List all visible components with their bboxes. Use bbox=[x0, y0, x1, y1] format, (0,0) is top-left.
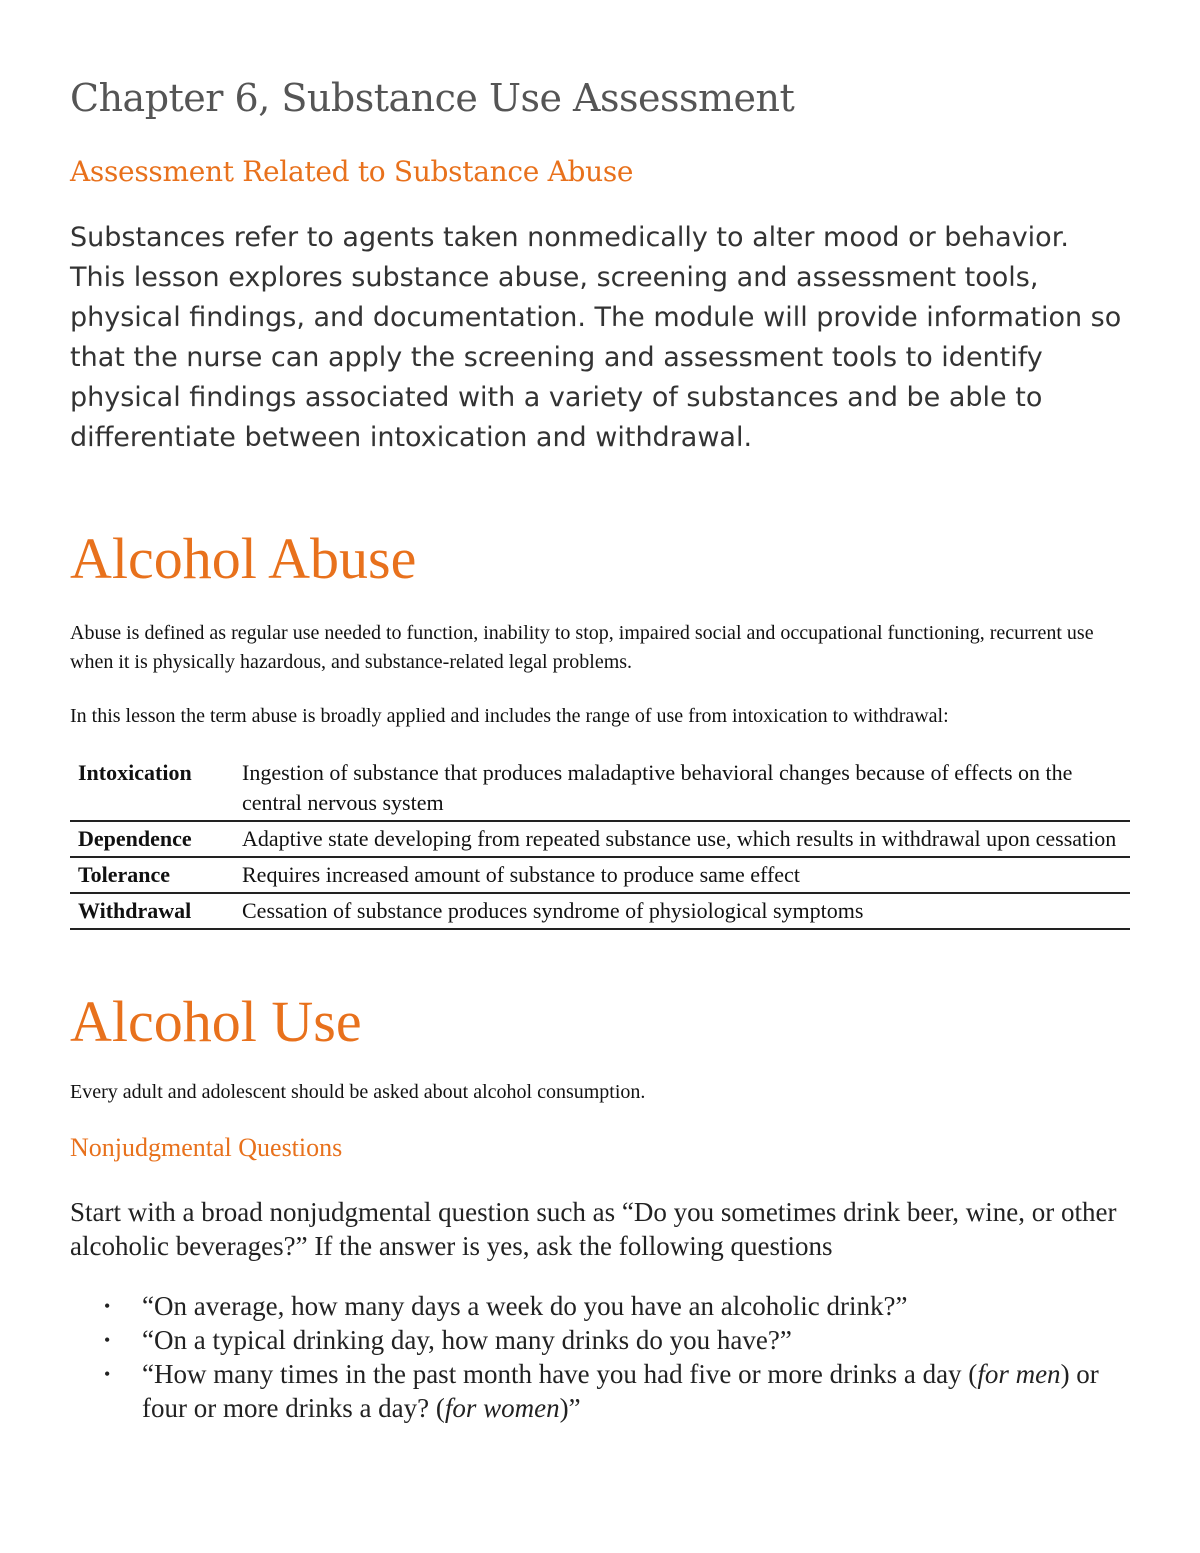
questions-list bbox=[70, 1289, 1130, 1425]
alcohol-use-heading: Alcohol Use bbox=[70, 989, 362, 1054]
definition-cell: Ingestion of substance that produces maladaptive behavioral changes because of effects on the central nervous system bbox=[234, 756, 1130, 821]
nonjudgmental-questions-heading: Nonjudgmental Questions bbox=[70, 1133, 343, 1162]
question-part-1: “How many times in the past month have you had five or more drinks a day ( bbox=[142, 1359, 978, 1389]
abuse-definition-paragraph: Abuse is defined as regular use needed to function, inability to stop, impaired social and occupational functioning, recurrent use when it is physically hazardous, and substance-related legal problems. bbox=[70, 622, 1094, 673]
chapter-title: Chapter 6, Substance Use Assessment bbox=[70, 76, 795, 120]
term-cell: Tolerance bbox=[70, 857, 234, 893]
table-row bbox=[70, 893, 1130, 929]
question-text: “On a typical drinking day, how many drinks do you have?” bbox=[142, 1325, 792, 1355]
table-row bbox=[70, 857, 1130, 893]
list-item bbox=[70, 1357, 1130, 1425]
term-cell: Withdrawal bbox=[70, 893, 234, 929]
intro-paragraph: Substances refer to agents taken nonmedically to alter mood or behavior. This lesson explores substance abuse, screening and assessment tools, physical findings, and documentation. The module will provide information so that the nurse can apply the screening and assessment tools to identify physical findings associated with a variety of substances and be able to differentiate between intoxication and withdrawal. bbox=[70, 222, 1122, 453]
question-text: “On average, how many days a week do you have an alcoholic drink?” bbox=[142, 1291, 908, 1321]
definition-cell: Requires increased amount of substance to produce same effect bbox=[234, 857, 1130, 893]
question-emphasis-women: for women bbox=[444, 1393, 560, 1423]
list-item bbox=[70, 1289, 1130, 1323]
definition-cell: Adaptive state developing from repeated substance use, which results in withdrawal upon cessation bbox=[234, 821, 1130, 857]
definition-cell: Cessation of substance produces syndrome of physiological symptoms bbox=[234, 893, 1130, 929]
term-cell: Intoxication bbox=[70, 756, 234, 821]
question-text bbox=[142, 1359, 1099, 1423]
start-question-paragraph: Start with a broad nonjudgmental question such as “Do you sometimes drink beer, wine, or other alcoholic beverages?” If the answer is yes, ask the following questions bbox=[70, 1197, 1117, 1261]
bullet-icon: • bbox=[104, 1330, 111, 1350]
term-cell: Dependence bbox=[70, 821, 234, 857]
lesson-note-paragraph: In this lesson the term abuse is broadly applied and includes the range of use from intoxication to withdrawal: bbox=[70, 705, 949, 727]
terms-table bbox=[70, 756, 1130, 930]
bullet-icon: • bbox=[104, 1296, 111, 1316]
table-row bbox=[70, 821, 1130, 857]
question-emphasis-men: for men bbox=[977, 1359, 1061, 1389]
question-part-3: )” bbox=[559, 1393, 581, 1423]
list-item bbox=[70, 1323, 1130, 1357]
section-title: Assessment Related to Substance Abuse bbox=[70, 155, 634, 188]
alcohol-abuse-heading: Alcohol Abuse bbox=[70, 526, 417, 591]
alcohol-use-note: Every adult and adolescent should be asked about alcohol consumption. bbox=[70, 1081, 646, 1103]
table-row bbox=[70, 756, 1130, 821]
bullet-icon: • bbox=[104, 1364, 111, 1384]
question-part-2: ) or four or more drinks a day? ( bbox=[142, 1359, 1099, 1423]
